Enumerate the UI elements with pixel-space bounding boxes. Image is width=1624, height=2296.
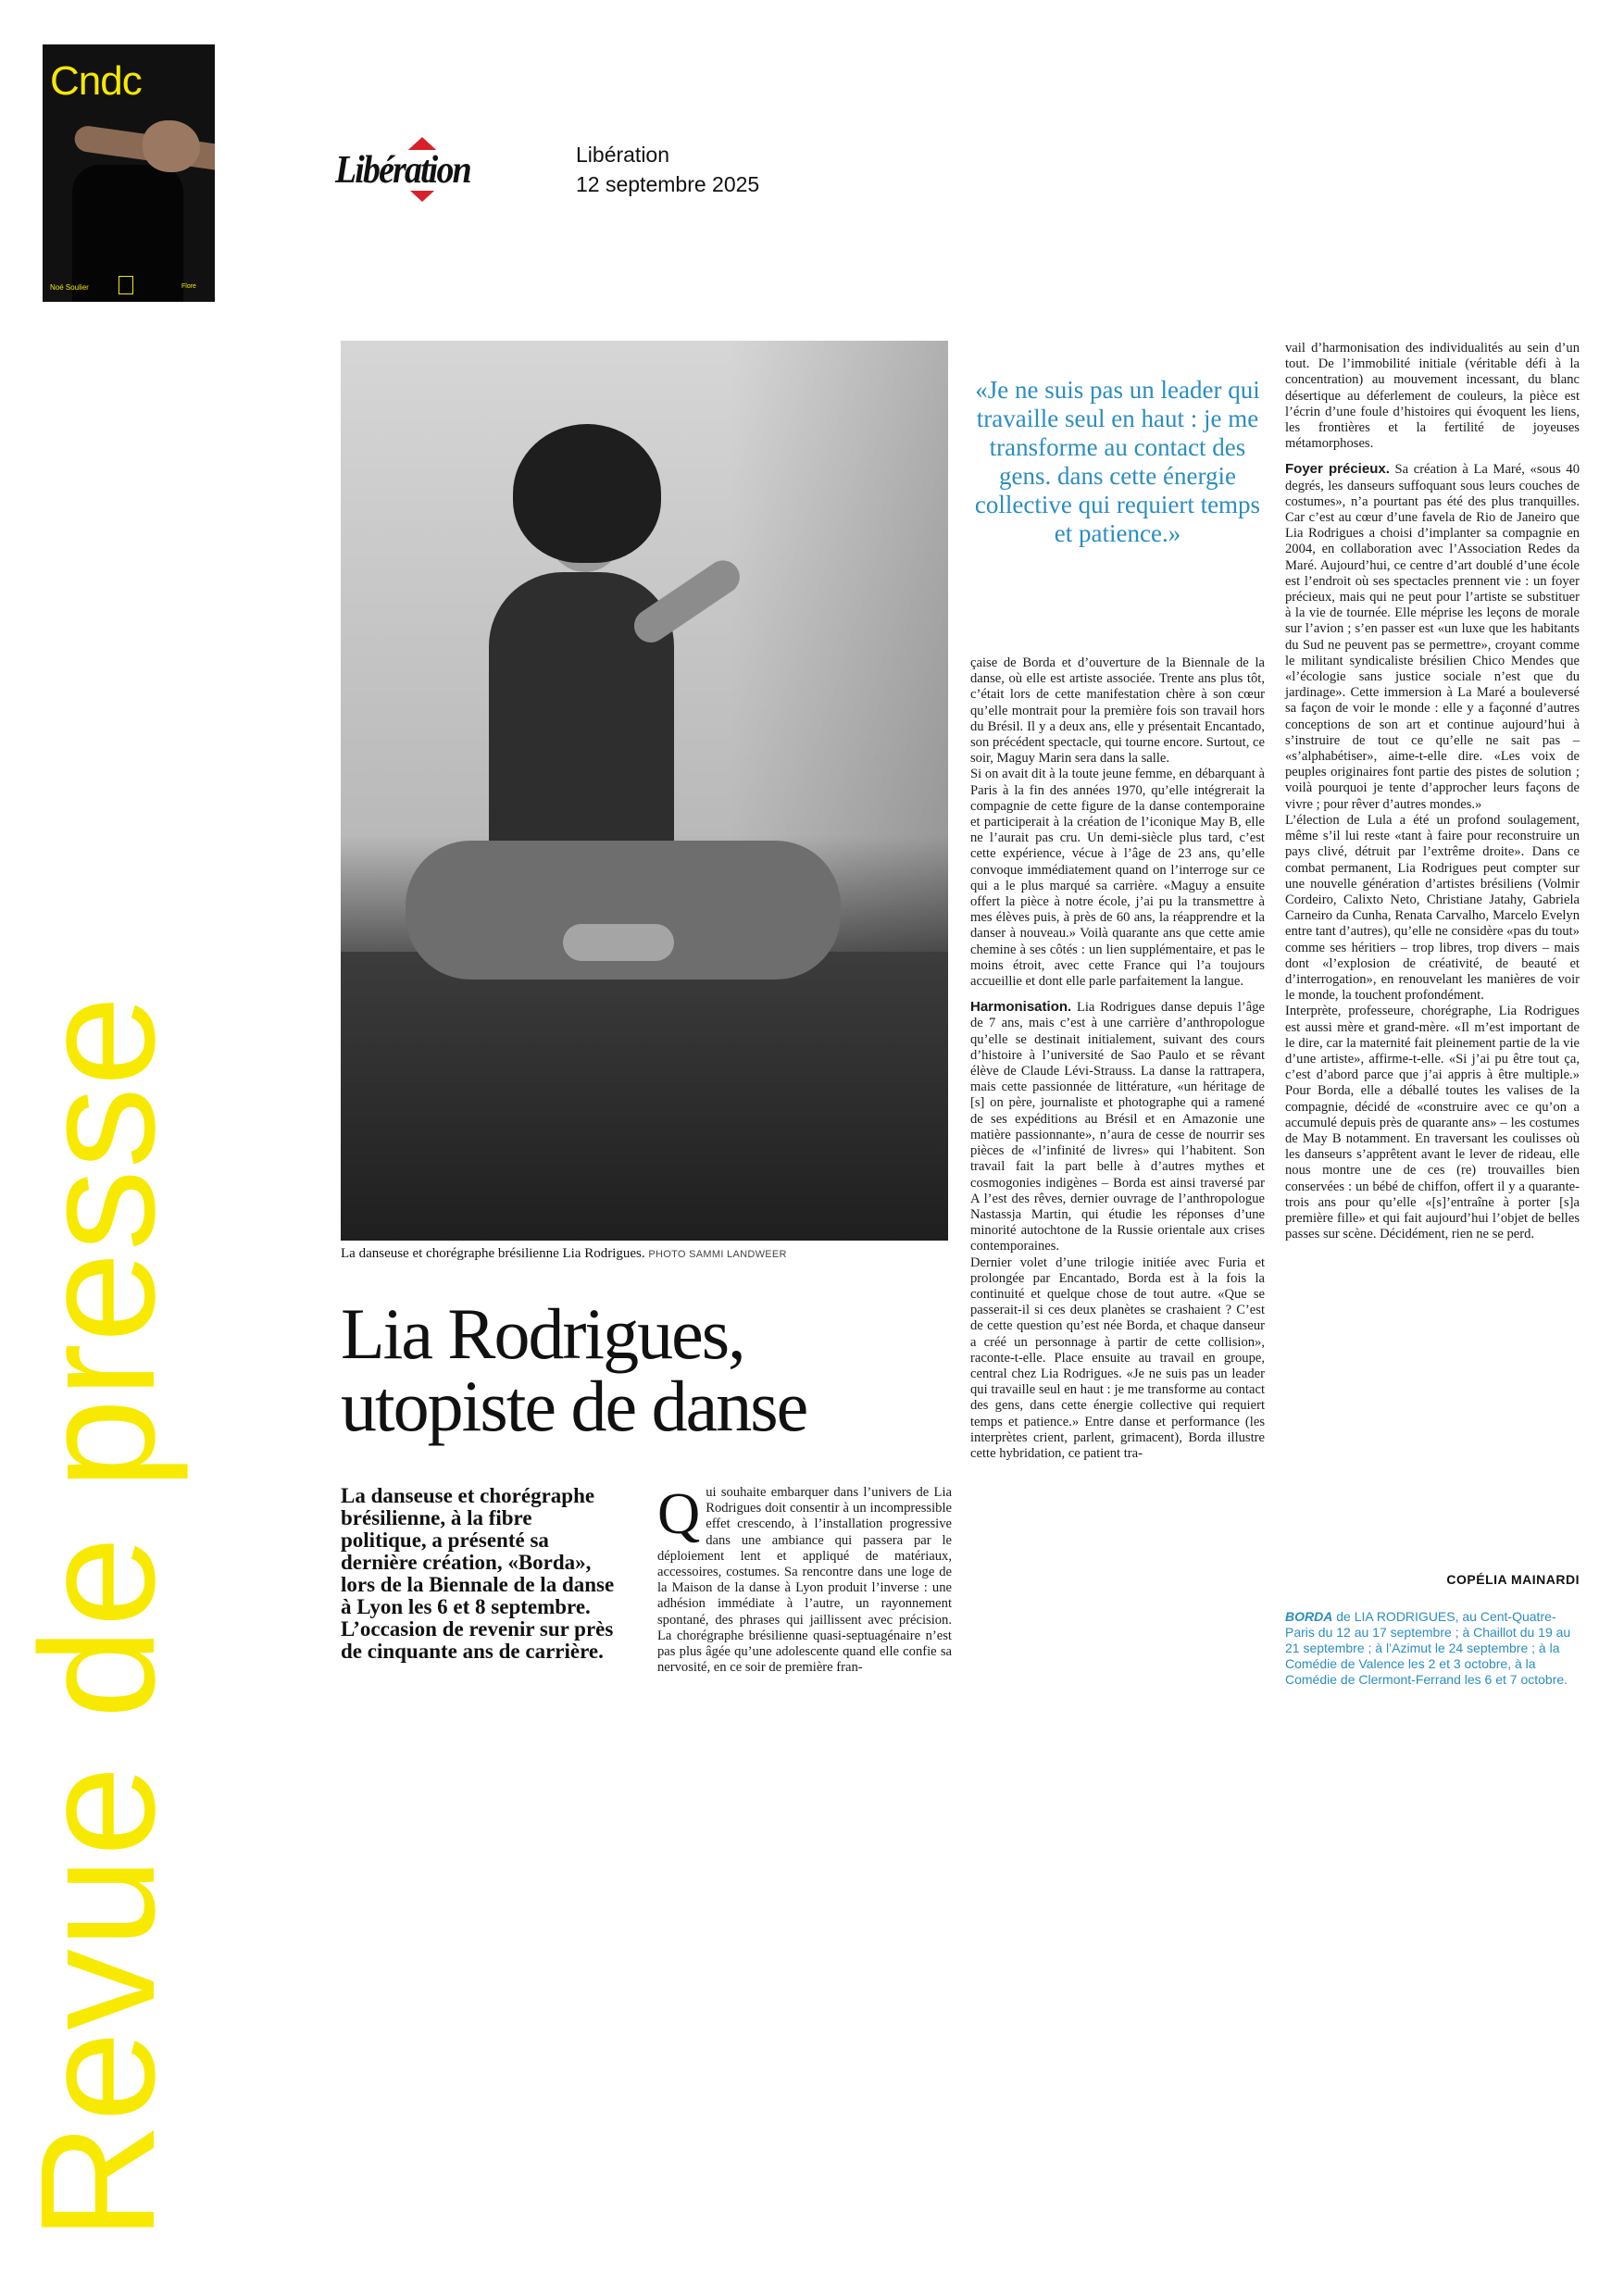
show-title: BORDA: [1285, 1609, 1333, 1624]
paragraph: Si on avait dit à la toute jeune femme, en débarquant à Paris à la fin des années 1970, qu’elle intégrerait la compagnie de cette figure de la danse contemporaine et participerait à la création de l’iconique May B, elle ne l’aurait pas cru. Un demi-siècle plus tard, c’est cette expérience, vécue à l’âge de 23 ans, qu’elle convoque immédiatement quand on l’interroge sur ce qui a le plus marqué sa carrière. «Maguy a ensuite offert la pièce à notre école, j’ai pu la transmettre à mes élèves puis, à près de 60 ans, la réapprendre et la danser à nouveau.» Voilà quarante ans que cette amie chemine à ses côtés : un lien supplémentaire, et pas le moins étroit, avec cette France qui l’a toujours accueillie et dont elle parle parfaitement la langue.: [970, 767, 1265, 990]
paragraph-text: Lia Rodrigues danse depuis l’âge de 7 ans, mais c’est à une carrière d’anthropologue qu’elle se destinait initialement, suivant des cours d’histoire à l’université de Sao Paulo et se rêvant élève de Claude Lévi-Strauss. La danse la rattrapera, mais cette passionnée de littérature, «un héritage de [s] on père, journaliste et photographe qui a ramené de ses expéditions au Brésil et en Amazonie une matière passionnante», n’aura de cesse de nourrir ses pièces de «l’infinité de livres» qui l’habitent. Son travail fait la part belle à d’autres mythes et cosmogonies indigènes – Borda est ainsi traversé par A l’est des rêves, dernier ouvrage de l’anthropologue Nastassja Martin, qui étudie les réponses d’une minorité autochtone de la Russie orientale aux crises contemporaines.: [970, 1000, 1265, 1254]
paragraph: L’élection de Lula a été un profond soulagement, même s’il lui reste «tant à faire pour reconstruire un pays clivé, détruit par l’extrême droite». Dans ce combat permanent, Lia Rodrigues peut compter sur une nouvelle génération d’artistes brésiliens (Volmir Cordeiro, Calixto Neto, Christiane Jatahy, Gabriela Carneiro da Cunha, Renata Carvalho, Marcelo Evelyn entre tant d’autres), qu’elle ne considère «pas du tout» comme ses héritiers – trop libres, trop divers – mais dont «l’explosion de créativité, de beauté et d’interrogation», en renouvelant les manières de voir le monde, la touchent profondément.: [1285, 812, 1580, 1004]
photo-caption: [341, 1246, 948, 1262]
headline-line-1: Lia Rodrigues,: [341, 1293, 744, 1374]
cndc-cover-thumbnail: [43, 44, 215, 302]
cover-artist: Noé Soulier: [50, 283, 89, 292]
photo-credit: PHOTO SAMMI LANDWEER: [648, 1249, 787, 1260]
paragraph: Interprète, professeure, chorégraphe, Lia Rodrigues est aussi mère et grand-mère. «Il m’est important de le dire, car la maternité fait pleinement partie de la vie d’une artiste», affirme-t-elle. «Si j’ai pu être tout ça, c’est d’abord parce que j’ai appris à être multiple.» Pour Borda, elle a déballé toutes les valises de la compagnie, décidé de «construire avec ce qu’on a accumulé depuis près de quarante ans» – les costumes de May B notamment. En traversant les coulisses où les danseurs s’apprêtent avant le lever de rideau, elle nous montre une de ces (re) trouvailles bien conservées : un bébé de chiffon, offert il y a quarante-trois ans pour qu’elle «[s]’entraîne à porter [s]a première fille» et qui fait aujourd’hui l’objet de belles passes sur scène. Décidément, rien ne se perd.: [1285, 1004, 1580, 1242]
side-title: Revue de presse: [7, 994, 189, 2240]
paragraph-text: Sa création à La Maré, «sous 40 degrés, les danseurs suffoquant sous leurs couches de costumes», n’a pourtant pas été des plus tranquilles. Car c’est au cœur d’une favela de Rio de Janeiro que Lia Rodrigues a choisi d’implanter sa compagnie en 2004, en collaboration avec l’Association Redes da Maré. Aujourd’hui, ce centre d’art doublé d’une école est l’endroit où ses spectacles prennent vie : un foyer précieux, mais qui ne peut pour l’artiste se substituer à la vie de tournée. Elle méprise les leçons de morale sur l’avion ; s’en passer est «un luxe que les habitants du Sud ne peuvent pas se permettre», croyant comme le militant syndicaliste brésilien Chico Mendes que «l’écologie sans justice sociale n’est que du jardinage». Cette immersion à La Maré a bouleversé sa façon de voir le monde : elle y a façonné d’autres conceptions de son art et continue aujourd’hui à s’instruire de tout ce qu’elle ne sait pas – «s’alphabétiser», aime-t-elle dire. «Les voix de peuples originaires font partie des pistes de solution ; voilà pourquoi je tente d’approcher leurs façons de vivre ; pour rêver d’autres mondes.»: [1285, 462, 1580, 812]
liberation-logo: [331, 135, 513, 204]
logo-wordmark: Libération: [335, 149, 470, 192]
photo-floor: [341, 952, 948, 1241]
column-1-text: ui souhaite embarquer dans l’univers de Lia Rodrigues doit consentir à un incompressible effet crescendo, à l’installation progressive dans une ambiance qui passera par le déploiement lent et appliqué de matériaux, accessoires, costumes. Sa rencontre dans une loge de la Maison de la danse à Lyon produit l’inverse : une adhésion immédiate à l’autre, un rayonnement spontané, des phrases qui jaillissent avec précision. La chorégraphe brésilienne quasi-septuagénaire n’est pas plus âgée qu’une adolescente quand elle confie sa nervosité, en ce soir de première fran-: [657, 1485, 952, 1676]
article-chapo: La danseuse et chorégraphe brésilienne, à la fibre politique, a présenté sa dernière création, «Borda», lors de la Biennale de la danse à Lyon les 6 et 8 septembre. L’occasion de revenir sur près de cinquante ans de carrière.: [341, 1484, 615, 1663]
caption-text: La danseuse et chorégraphe brésilienne Lia Rodrigues.: [341, 1246, 645, 1261]
article-column-3: [1285, 341, 1580, 1242]
cover-hand: [143, 120, 200, 172]
publication-date: 12 septembre 2025: [576, 172, 760, 196]
show-dates: de LIA RODRIGUES, au Cent-Quatre-Paris du 12 au 17 septembre ; à Chaillot du 19 au 21 septembre ; à l’Azimut le 24 septembre ; à la Comédie de Valence les 2 et 3 octobre, à la Comédie de Clermont-Ferrand les 6 et 7 octobre.: [1285, 1609, 1571, 1687]
cndc-logo: Cndc: [50, 58, 142, 104]
article-photo: [341, 341, 948, 1241]
qr-icon: [119, 276, 133, 294]
section-lead: Foyer précieux.: [1285, 461, 1390, 478]
article-column-2: [970, 655, 1265, 1462]
pull-quote: «Je ne suis pas un leader qui travaille seul en haut : je me transforme au contact des gens. dans cette énergie collective qui requiert temps et patience.»: [974, 376, 1261, 547]
article-headline: [341, 1293, 952, 1446]
cover-extra: Flore: [181, 283, 196, 290]
paragraph: vail d’harmonisation des individualités au sein d’un tout. De l’immobilité initiale (véritable défi à la concentration) au mouvement incessant, du blanc désertique au déferlement de couleurs, la pièce est l’écrin d’une foule d’histoires qui évoquent les liens, les frontières et la fertilité de joyeuses métamorphoses.: [1285, 341, 1580, 452]
author-signature: COPÉLIA MAINARDI: [1446, 1572, 1580, 1587]
paragraph: çaise de Borda et d’ouverture de la Biennale de la danse, où elle est artiste associée. Trente ans plus tôt, c’était lors de cette manifestation chère à son cœur qu’elle montrait pour la première fois son travail hors du Brésil. Il y a deux ans, elle y présentait Encantado, son précédent spectacle, qui tourne encore. Surtout, ce soir, Maguy Marin sera dans la salle.: [970, 655, 1265, 767]
headline-line-2: utopiste de danse: [341, 1366, 807, 1446]
article-column-1: [657, 1480, 952, 1676]
paragraph: Dernier volet d’une trilogie initiée avec Furia et prolongée par Encantado, Borda est à la fois la continuité et quelque chose de tout autre. «Que se passerait-il si ces deux planètes se crashaient ? C’est de cette question qu’est née Borda, et chaque danseur a créé un personnage à partir de cette collision», raconte-t-elle. Place ensuite au travail en groupe, central chez Lia Rodrigues. «Je ne suis pas un leader qui travaille seul en haut : je me transforme au contact des gens, dans cette énergie collective qui requiert temps et patience.» Entre danse et performance (les interprètes crient, parlent, grimacent), Borda illustre cette hybridation, ce patient tra-: [970, 1254, 1265, 1461]
publication-name: Libération: [576, 143, 670, 167]
photo-dancer-foot: [563, 924, 674, 961]
section-lead: Harmonisation.: [970, 999, 1072, 1016]
dropcap: Q: [657, 1480, 701, 1546]
show-info-box: [1285, 1609, 1580, 1688]
photo-dancer-hair: [513, 424, 661, 563]
paragraph: [970, 999, 1265, 1254]
paragraph: [1285, 461, 1580, 812]
